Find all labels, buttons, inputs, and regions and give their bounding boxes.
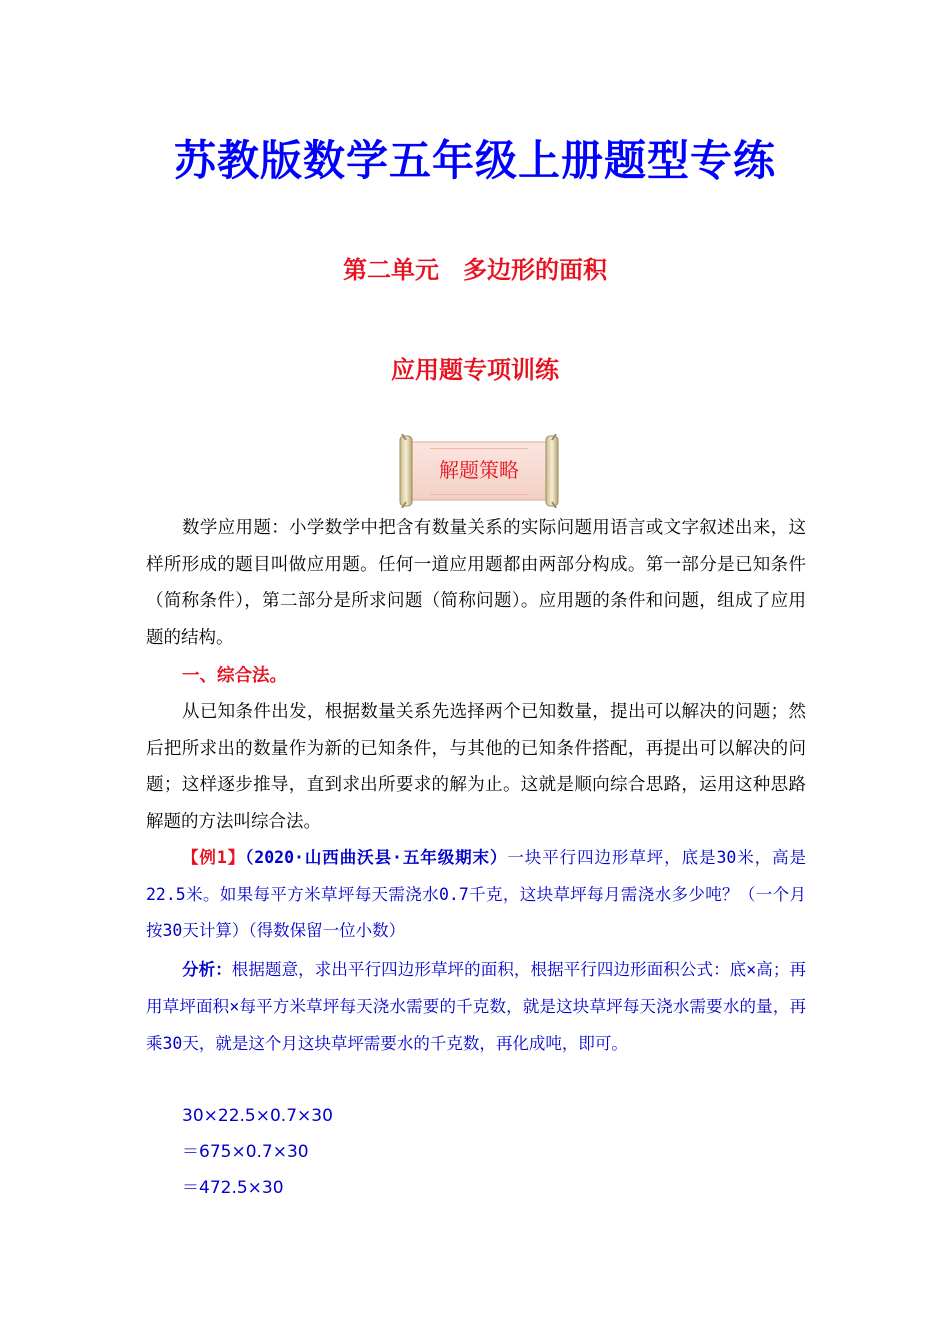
analysis-text: 根据题意，求出平行四边形草坪的面积，根据平行四边形面积公式：底×高；再用草坪面积×每平方米草坪每天浇水需要的千克数，就是这块草坪每天浇水需要水的量，再乘30天，就是这个月这块草坪需要水的千克数，再化成吨，即可。 <box>146 960 807 1053</box>
main-title: 苏教版数学五年级上册题型专练 <box>173 136 776 185</box>
strategy-scroll-banner <box>396 434 562 508</box>
calc-line-2: ＝675×0.7×30 <box>182 1142 309 1162</box>
example-source: （2020·山西曲沃县·五年级期末） <box>245 848 508 867</box>
analysis-paragraph <box>146 951 806 1062</box>
unit-title: 第二单元 多边形的面积 <box>343 256 607 284</box>
intro-paragraph: 数学应用题：小学数学中把含有数量关系的实际问题用语言或文字叙述出来，这样所形成的题目叫做应用题。任何一道应用题都由两部分构成。第一部分是已知条件（简称条件），第二部分是所求问题（简称问题）。应用题的条件和问题，组成了应用题的结构。 <box>146 518 806 648</box>
section-subtitle: 应用题专项训练 <box>391 356 559 384</box>
strategy-banner-label: 解题策略 <box>439 458 519 482</box>
analysis-label: 分析： <box>182 960 232 979</box>
calc-line-1: 30×22.5×0.7×30 <box>182 1106 333 1126</box>
method-heading: 一、综合法。 <box>182 666 287 686</box>
example-label: 【例1】 <box>182 848 246 867</box>
example-problem <box>146 840 806 950</box>
example-text: 一块平行四边形草坪，底是30米，高是22.5米。如果每平方米草坪每天需浇水0.7千克，这块草坪每月需浇水多少吨？（一个月按30天计算）（得数保留一位小数） <box>146 848 807 940</box>
method-paragraph: 从已知条件出发，根据数量关系先选择两个已知数量，提出可以解决的问题；然后把所求出的数量作为新的已知条件，与其他的已知条件搭配，再提出可以解决的问题；这样逐步推导，直到求出所要求的解为止。这就是顺向综合思路，运用这种思路解题的方法叫综合法。 <box>146 702 806 832</box>
calc-line-3: ＝472.5×30 <box>182 1178 284 1198</box>
